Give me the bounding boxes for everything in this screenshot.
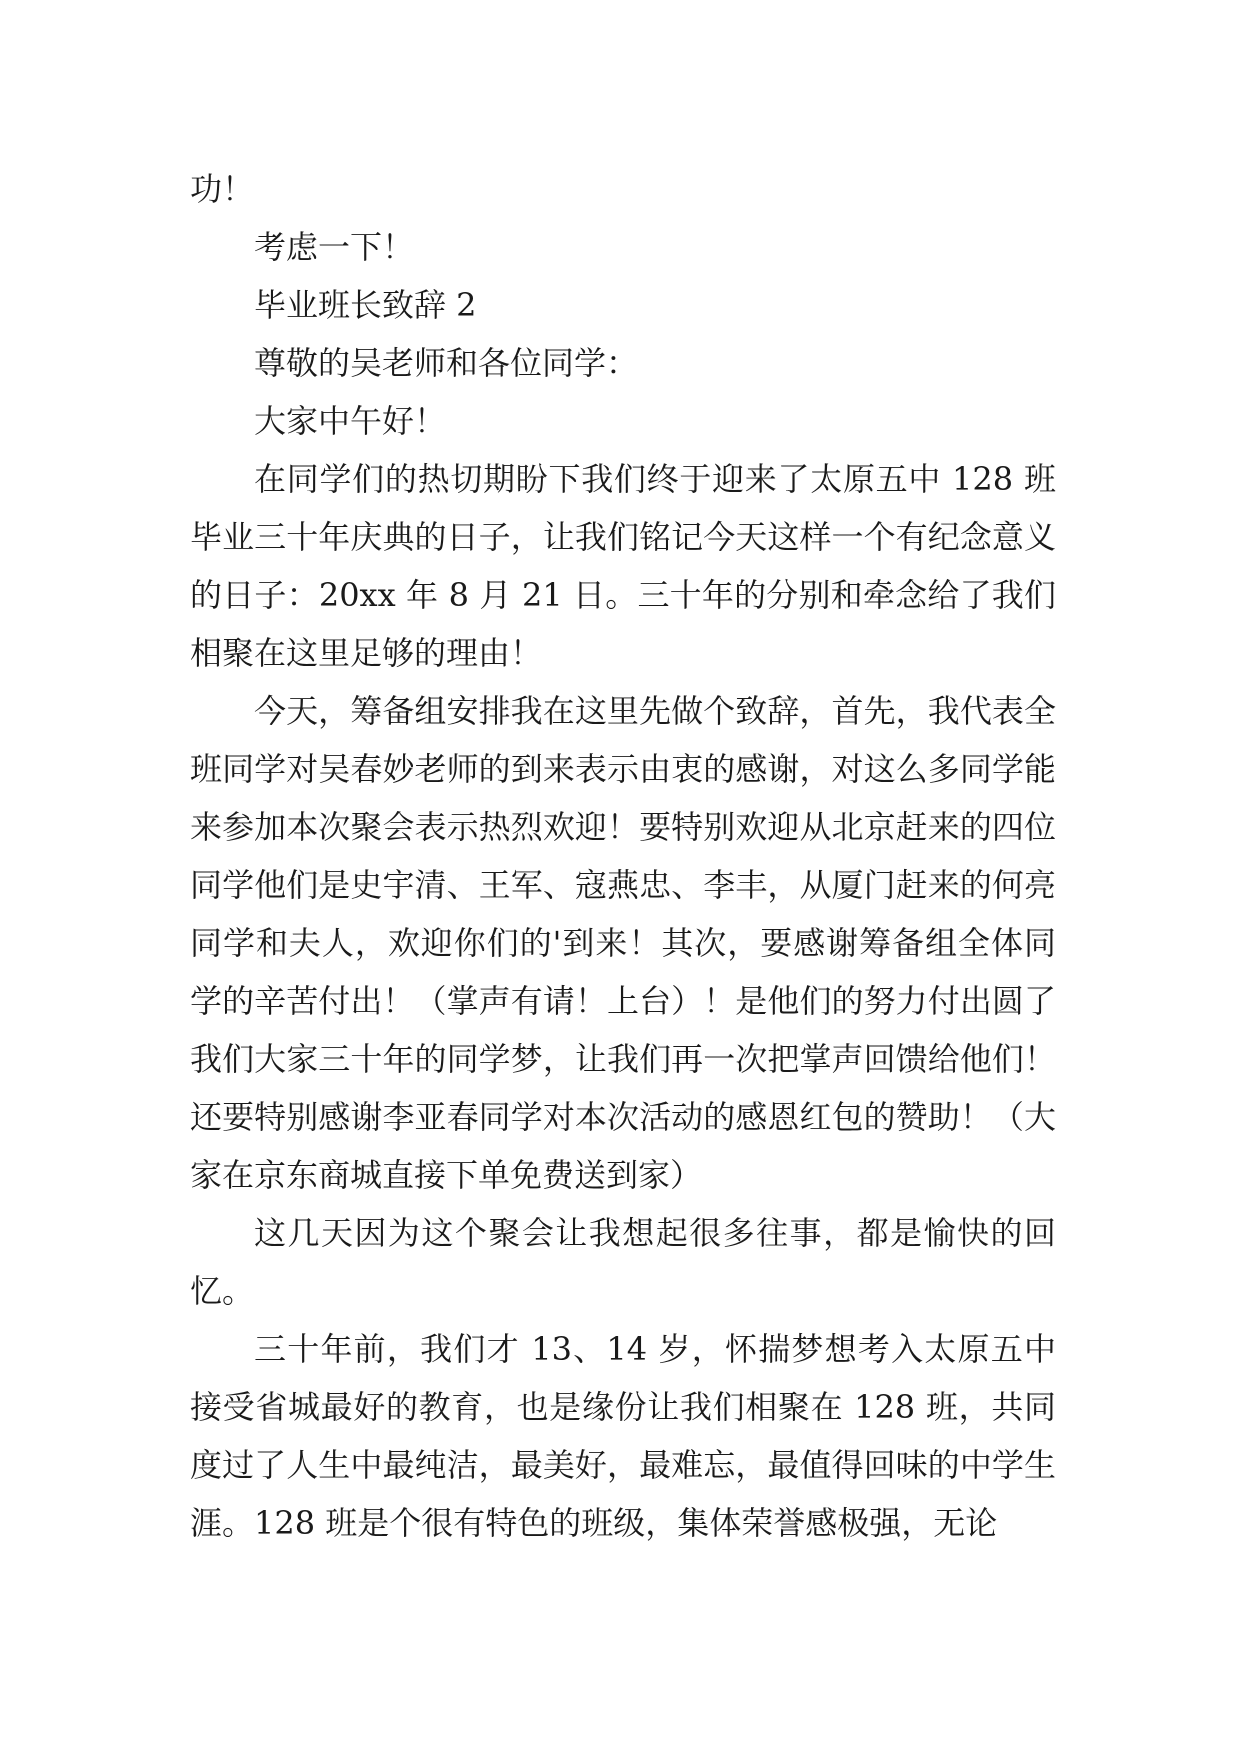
paragraph-9: 三十年前，我们才 13、14 岁，怀揣梦想考入太原五中接受省城最好的教育，也是缘份让我们相聚在 128 班，共同度过了人生中最纯洁，最美好，最难忘，最值得回味的中学生涯。128 班是个很有特色的班级，集体荣誉感极强，无论 [190,1330,1056,1542]
paragraph-3-heading: 毕业班长致辞 2 [254,286,477,324]
paragraph-2: 考虑一下！ [254,228,415,266]
paragraph-5-greeting: 大家中午好！ [254,402,447,440]
paragraph-1: 功！ [190,170,255,208]
paragraph-7: 今天，筹备组安排我在这里先做个致辞，首先，我代表全班同学对吴春妙老师的到来表示由衷的感谢，对这么多同学能来参加本次聚会表示热烈欢迎！要特别欢迎从北京赶来的四位同学他们是史宇清、王军、寇燕忠、李丰，从厦门赶来的何亮同学和夫人，欢迎你们的'到来！其次，要感谢筹备组全体同学的辛苦付出！（掌声有请！上台）！是他们的努力付出圆了我们大家三十年的同学梦，让我们再一次把掌声回馈给他们！还要特别感谢李亚春同学对本次活动的感恩红包的赞助！（大家在京东商城直接下单免费送到家） [190,692,1056,1194]
paragraph-4-salutation: 尊敬的吴老师和各位同学： [254,344,639,382]
paragraph-6: 在同学们的热切期盼下我们终于迎来了太原五中 128 班毕业三十年庆典的日子，让我们铭记今天这样一个有纪念意义的日子：20xx 年 8 月 21 日。三十年的分别和牵念给了我们相聚在这里足够的理由！ [190,460,1056,672]
paragraph-8: 这几天因为这个聚会让我想起很多往事，都是愉快的回忆。 [190,1214,1056,1310]
document-body [190,160,1056,1552]
